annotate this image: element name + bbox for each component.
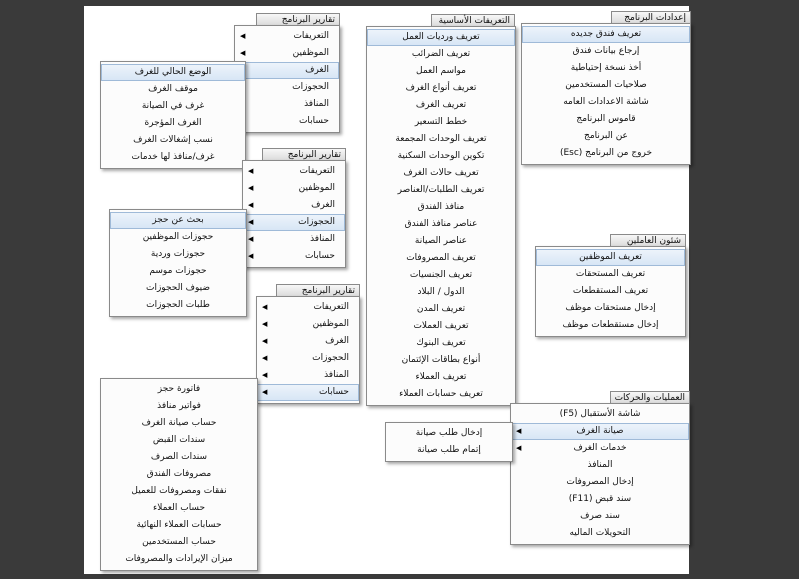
menu-item-outlets[interactable]: المنافذ [587,460,613,470]
menu-item-outlet-elements[interactable]: عناصر منافذ الفندق [404,219,478,229]
reports-item-definitions[interactable]: ◀ التعريفات [235,28,339,45]
menu-item-countries[interactable]: الدول / البلاد [417,287,465,297]
menu-item-user-permissions[interactable]: صلاحيات المستخدمين [565,80,647,90]
menu-item-employees[interactable]: تعريف الموظفين [536,249,685,266]
menu-item-exit[interactable]: خروج من البرنامج (Esc) [559,148,653,158]
reports-item-accounts[interactable]: ◀ حسابات [257,384,359,401]
reports-item-accounts[interactable]: حسابات [235,113,339,130]
submenu-item-receipt-vouchers[interactable]: سندات القبض [152,435,206,445]
reports-item-employees[interactable]: ◀ الموظفين [235,45,339,62]
menu-item-general-settings[interactable]: شاشة الاعدادات العامه [563,97,649,107]
submenu-item-booking-guests[interactable]: ضيوف الحجوزات [145,283,211,293]
workspace-canvas [84,6,689,574]
reports-menu [256,296,360,404]
menu-item-dictionary[interactable]: قاموس البرنامج [576,114,636,124]
submenu-item-season-bookings[interactable]: حجوزات موسم [149,266,207,276]
submenu-arrow-icon: ◀ [262,354,268,362]
menu-item-room-services[interactable]: ◀ خدمات الغرف [511,440,689,457]
definitions-menu-title[interactable]: التعريفات الأساسية [431,14,515,26]
submenu-arrow-icon: ◀ [516,444,522,452]
menu-item-banks[interactable]: تعريف البنوك [416,338,466,348]
menu-item-expenses[interactable]: تعريف المصروفات [406,253,476,263]
reports-item-outlets[interactable]: ◀ المنافذ [243,231,345,248]
menu-item-work-seasons[interactable]: مواسم العمل [416,66,466,76]
definitions-menu [366,26,516,406]
menu-item-room-states[interactable]: تعريف حالات الغرف [403,168,479,178]
reports-menu [234,25,340,133]
menu-item-customers[interactable]: تعريف العملاء [415,372,467,382]
menu-item-new-hotel[interactable]: تعريف فندق جديده [522,26,690,43]
submenu-arrow-icon: ◀ [516,427,522,435]
menu-item-receipt-voucher[interactable]: سند قبض (F11) [568,494,632,504]
menu-item-backup[interactable]: أخذ نسخة إحتياطية [570,63,642,73]
staff-menu [535,246,686,337]
submenu-arrow-icon: ◀ [262,371,268,379]
reports-item-outlets[interactable]: المنافذ [235,96,339,113]
menu-item-payment-voucher[interactable]: سند صرف [580,511,620,521]
menu-item-rooms[interactable]: تعريف الغرف [415,100,467,110]
submenu-item-rooms-with-services[interactable]: غرف/منافذ لها خدمات [131,152,215,162]
submenu-arrow-icon: ◀ [248,235,254,243]
menu-item-enter-employee-deductions[interactable]: إدخال مستقطعات موظف [562,320,659,330]
submenu-arrow-icon: ◀ [262,388,268,396]
menu-item-deductions[interactable]: تعريف المستقطعات [572,286,649,296]
reports-item-bookings[interactable]: ◀ الحجوزات [243,214,345,231]
staff-menu-title[interactable]: شئون العاملين [610,234,686,246]
reports-menu-title[interactable]: تقارير البرنامج [262,148,346,160]
menu-item-taxes[interactable]: تعريف الضرائب [411,49,471,59]
menu-item-enter-expenses[interactable]: إدخال المصروفات [566,477,634,487]
submenu-item-employee-bookings[interactable]: حجوزات الموظفين [142,232,214,242]
submenu-item-customer-expenses[interactable]: نفقات ومصروفات للعميل [131,486,227,496]
bookings-reports-submenu [109,209,247,317]
submenu-item-hotel-expenses[interactable]: مصروفات الفندق [146,469,212,479]
submenu-item-occupancy-rates[interactable]: نسب إشغالات الغرف [133,135,213,145]
submenu-item-customers-final-accounts[interactable]: حسابات العملاء النهائية [136,520,222,530]
reports-item-employees[interactable]: ◀ الموظفين [243,180,345,197]
submenu-arrow-icon: ◀ [240,49,246,57]
submenu-item-search-booking[interactable]: بحث عن حجز [110,212,246,229]
reports-menu [242,160,346,268]
reports-item-employees[interactable]: ◀ الموظفين [257,316,359,333]
submenu-item-shift-bookings[interactable]: حجوزات وردية [150,249,206,259]
menu-item-residential-units[interactable]: تكوين الوحدات السكنية [397,151,485,161]
operations-menu-title[interactable]: العمليات والحركات [610,391,690,403]
reports-item-outlets[interactable]: ◀ المنافذ [257,367,359,384]
submenu-item-rooms-position[interactable]: موقف الغرف [148,84,198,94]
submenu-item-outlet-invoices[interactable]: فواتير منافذ [157,401,201,411]
submenu-item-rented-rooms[interactable]: الغرف المؤجرة [144,118,202,128]
submenu-arrow-icon: ◀ [262,303,268,311]
menu-item-room-maintenance[interactable]: ◀ صيانة الغرف [511,423,689,440]
submenu-arrow-icon: ◀ [262,320,268,328]
menu-item-cities[interactable]: تعريف المدن [416,304,466,314]
submenu-arrow-icon: ◀ [248,167,254,175]
submenu-arrow-icon: ◀ [248,184,254,192]
menu-item-maintenance-elements[interactable]: عناصر الصيانة [414,236,468,246]
accounts-reports-submenu [100,378,258,571]
submenu-item-enter-maintenance-request[interactable]: إدخال طلب صيانة [415,428,483,438]
reports-item-rooms[interactable]: الغرف [235,62,339,79]
submenu-item-income-expense-balance[interactable]: ميزان الإيرادات والمصروفات [125,554,233,564]
submenu-item-booking-requests[interactable]: طلبات الحجوزات [146,300,210,310]
menu-item-restore-hotel[interactable]: إرجاع بيانات فندق [572,46,640,56]
settings-menu-title[interactable]: إعدادات البرنامج [611,11,691,23]
menu-item-reception-screen[interactable]: شاشة الأستقبال (F5) [559,409,641,419]
submenu-arrow-icon: ◀ [248,252,254,260]
menu-item-hotel-outlets[interactable]: منافذ الفندق [417,202,465,212]
submenu-item-room-maintenance-account[interactable]: حساب صيانة الغرف [141,418,217,428]
menu-item-money-transfers[interactable]: التحويلات الماليه [569,528,631,538]
submenu-item-rooms-maintenance[interactable]: غرف في الصيانة [141,101,205,111]
submenu-item-booking-invoice[interactable]: فاتورة حجز [157,384,201,394]
menu-item-entitlements[interactable]: تعريف المستحقات [575,269,646,279]
menu-item-customer-accounts[interactable]: تعريف حسابات العملاء [399,389,483,399]
submenu-arrow-icon: ◀ [248,201,254,209]
submenu-item-users-account[interactable]: حساب المستخدمين [142,537,216,547]
reports-item-definitions[interactable]: ◀ التعريفات [243,163,345,180]
reports-item-definitions[interactable]: ◀ التعريفات [257,299,359,316]
menu-item-requests-elements[interactable]: تعريف الطلبات/العناصر [397,185,485,195]
submenu-item-payment-vouchers[interactable]: سندات الصرف [150,452,208,462]
reports-menu-title[interactable]: تقارير البرنامج [276,284,360,296]
menu-item-currencies[interactable]: تعريف العملات [413,321,469,331]
submenu-item-rooms-current-status[interactable]: الوضع الحالي للغرف [101,64,245,81]
submenu-arrow-icon: ◀ [262,337,268,345]
reports-item-accounts[interactable]: ◀ حسابات [243,248,345,265]
menu-item-enter-employee-entitlements[interactable]: إدخال مستحقات موظف [565,303,656,313]
reports-item-rooms[interactable]: ◀ الغرف [243,197,345,214]
submenu-arrow-icon: ◀ [248,218,254,226]
submenu-arrow-icon: ◀ [240,32,246,40]
reports-item-bookings[interactable]: الحجوزات [235,79,339,96]
reports-menu-title[interactable]: تقارير البرنامج [256,13,340,25]
rooms-reports-submenu [100,61,246,169]
settings-menu [521,23,691,165]
reports-item-rooms[interactable]: ◀ الغرف [257,333,359,350]
menu-item-about[interactable]: عن البرنامج [584,131,628,141]
menu-item-work-shifts[interactable]: تعريف ورديات العمل [367,29,515,46]
menu-item-room-types[interactable]: تعريف أنواع الغرف [405,83,477,93]
submenu-item-customers-account[interactable]: حساب العملاء [152,503,206,513]
menu-item-credit-card-types[interactable]: أنواع بطاقات الإئتمان [401,355,481,365]
maintenance-submenu [385,422,513,462]
menu-item-nationalities[interactable]: تعريف الجنسيات [409,270,473,280]
reports-item-bookings[interactable]: ◀ الحجوزات [257,350,359,367]
submenu-item-complete-maintenance-request[interactable]: إتمام طلب صيانة [417,445,481,455]
operations-menu [510,403,690,545]
menu-item-grouped-units[interactable]: تعريف الوحدات المجمعة [395,134,487,144]
menu-item-pricing-plans[interactable]: خطط التسعير [414,117,468,127]
